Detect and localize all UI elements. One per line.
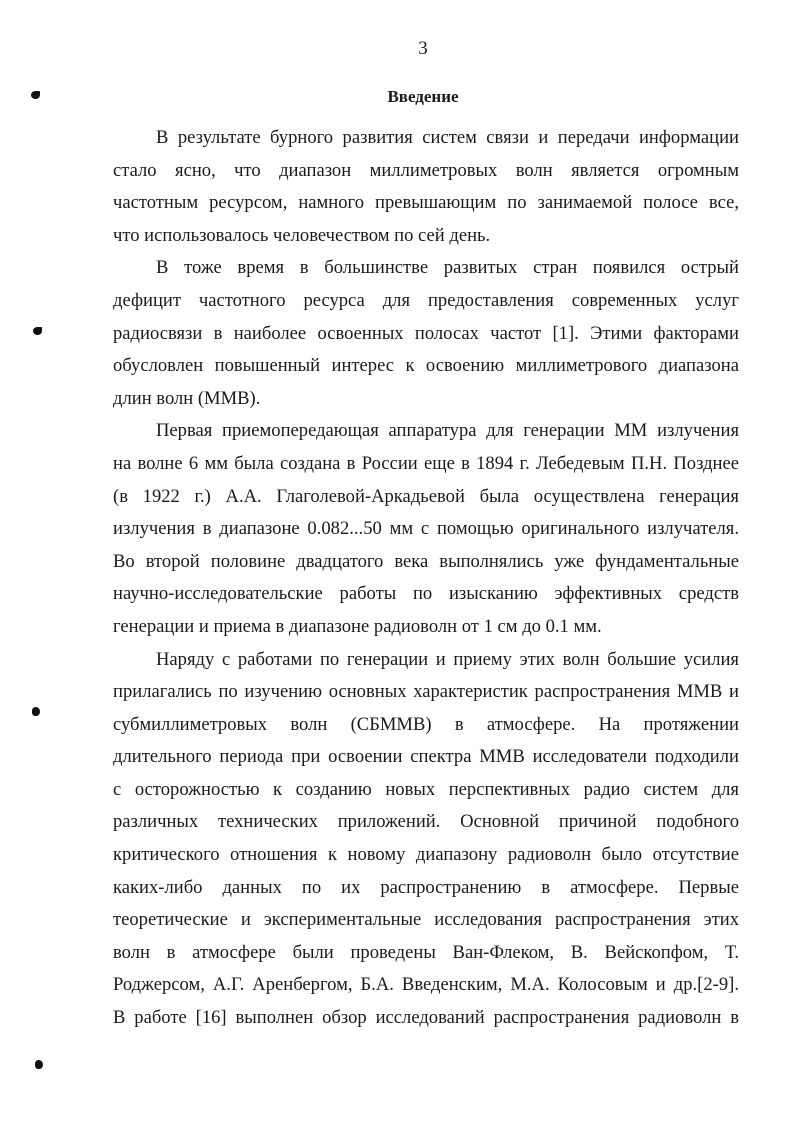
margin-mark-icon: [32, 707, 40, 716]
text-line: различных технических приложений. Основной причиной подобного: [113, 811, 739, 833]
text-line: прилагались по изучению основных характеристик распространения ММВ и: [113, 681, 739, 703]
paragraph: [113, 644, 739, 1035]
text-line: длин волн (ММВ).: [113, 387, 261, 409]
paragraph: [113, 415, 739, 643]
margin-mark-icon: [31, 91, 40, 99]
text-line: научно-исследовательские работы по изысканию эффективных средств: [113, 583, 739, 605]
text-line: В работе [16] выполнен обзор исследований распространения радиоволн в: [113, 1007, 739, 1029]
text-line: стало ясно, что диапазон миллиметровых волн является огромным: [113, 159, 739, 181]
text-line: субмиллиметровых волн (СБММВ) в атмосфере. На протяжении: [113, 713, 739, 735]
margin-mark-icon: [33, 327, 42, 335]
text-line: (в 1922 г.) А.А. Глаголевой-Аркадьевой была осуществлена генерация: [113, 485, 739, 507]
paragraph: [113, 252, 739, 415]
text-line: В тоже время в большинстве развитых стран появился острый: [156, 257, 739, 279]
text-line: с осторожностью к созданию новых перспективных радио систем для: [113, 778, 739, 800]
text-line: Во второй половине двадцатого века выполнялись уже фундаментальные: [113, 550, 739, 572]
text-line: обусловлен повышенный интерес к освоению миллиметрового диапазона: [113, 355, 739, 377]
document-body: [113, 122, 739, 1035]
text-line: длительного периода при освоении спектра ММВ исследователи подходили: [113, 746, 739, 768]
text-line: дефицит частотного ресурса для предоставления современных услуг: [113, 289, 739, 311]
text-line: критического отношения к новому диапазону радиоволн было отсутствие: [113, 844, 739, 866]
text-line: генерации и приема в диапазоне радиоволн от 1 см до 0.1 мм.: [113, 615, 602, 637]
text-line: частотным ресурсом, намного превышающим по занимаемой полосе все,: [113, 192, 739, 214]
text-line: что использовалось человечеством по сей день.: [113, 224, 491, 246]
text-line: В результате бурного развития систем связи и передачи информации: [156, 127, 739, 148]
text-line: волн в атмосфере были проведены Ван-Флеком, В. Вейскопфом, Т.: [113, 941, 739, 963]
text-line: радиосвязи в наиболее освоенных полосах частот [1]. Этими факторами: [113, 322, 739, 344]
paragraph: [113, 122, 739, 252]
text-line: каких-либо данных по их распространению в атмосфере. Первые: [113, 876, 739, 898]
page-number: 3: [418, 38, 428, 59]
text-line: Роджерсом, А.Г. Аренбергом, Б.А. Введенским, М.А. Колосовым и др.[2-9].: [113, 974, 739, 996]
text-line: Наряду с работами по генерации и приему этих волн большие усилия: [156, 648, 739, 670]
text-line: Первая приемопередающая аппаратура для генерации ММ излучения: [156, 420, 739, 442]
margin-mark-icon: [35, 1060, 43, 1069]
text-line: теоретические и экспериментальные исследования распространения этих: [113, 909, 739, 931]
section-heading: Введение: [387, 87, 459, 106]
text-line: излучения в диапазоне 0.082...50 мм с помощью оригинального излучателя.: [113, 518, 739, 540]
text-line: на волне 6 мм была создана в России еще в 1894 г. Лебедевым П.Н. Позднее: [113, 452, 739, 474]
